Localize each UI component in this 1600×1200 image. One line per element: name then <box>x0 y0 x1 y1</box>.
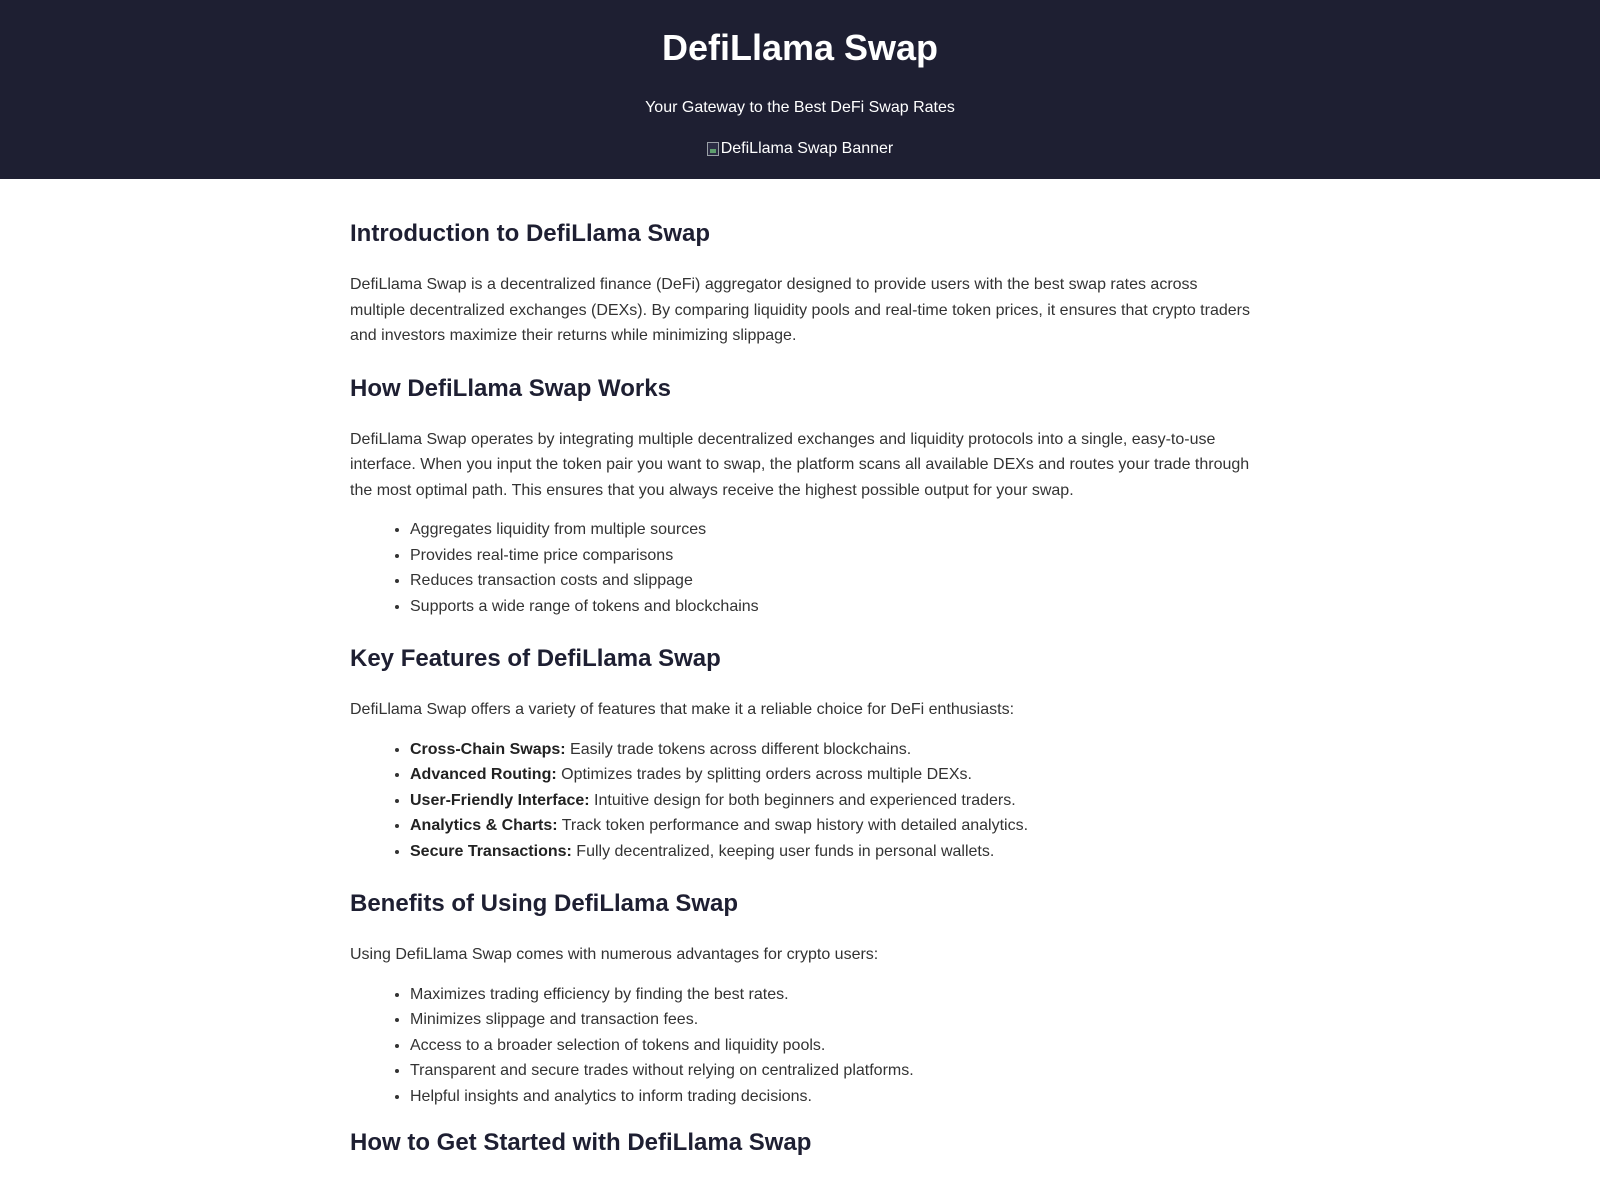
heading-how-it-works: How DefiLlama Swap Works <box>350 374 671 402</box>
feature-item <box>410 737 1250 763</box>
list-item: • Provides real-time price comparisons <box>410 543 1250 569</box>
list-item: • Aggregates liquidity from multiple sources <box>410 517 1250 543</box>
banner-image <box>707 139 894 159</box>
section-benefits <box>350 890 1250 1109</box>
list-item: • Access to a broader selection of tokens and liquidity pools. <box>410 1033 1250 1059</box>
feature-item <box>410 839 1250 865</box>
list-how-it-works <box>350 517 1250 619</box>
list-item: • Helpful insights and analytics to inform trading decisions. <box>410 1084 1250 1110</box>
heading-get-started: How to Get Started with DefiLlama Swap <box>350 1129 812 1156</box>
feature-name: Advanced Routing: <box>410 766 557 783</box>
list-item: • Transparent and secure trades without relying on centralized platforms. <box>410 1058 1250 1084</box>
site-tagline: Your Gateway to the Best DeFi Swap Rates <box>645 99 955 116</box>
feature-item <box>410 788 1250 814</box>
list-item: • Minimizes slippage and transaction fees. <box>410 1007 1250 1033</box>
section-key-features <box>350 645 1250 864</box>
feature-name: User-Friendly Interface: <box>410 791 590 809</box>
list-benefits <box>350 982 1250 1110</box>
feature-description: Optimizes trades by splitting orders across multiple DEXs. <box>556 766 972 783</box>
feature-name: Cross-Chain Swaps: <box>410 740 566 758</box>
paragraph-benefits: Using DefiLlama Swap comes with numerous advantages for crypto users: <box>350 946 879 963</box>
list-item: • Maximizes trading efficiency by finding the best rates. <box>410 982 1250 1008</box>
heading-introduction: Introduction to DefiLlama Swap <box>350 220 711 247</box>
feature-description: Easily trade tokens across different blockchains. <box>565 740 912 758</box>
site-header <box>0 0 1600 179</box>
section-introduction <box>350 220 1250 349</box>
paragraph-how-it-works: DefiLlama Swap operates by integrating multiple decentralized exchanges and liquidity protocols into a single, easy-to-use interface. When you input the token pair you want to swap, the platform scans all available DEXs and routes your trade through the most optimal path. This ensures that you always receive the highest possible output for your swap. <box>350 430 1250 499</box>
list-key-features <box>350 737 1250 865</box>
section-how-it-works <box>350 375 1250 620</box>
feature-item <box>410 762 1250 788</box>
banner-alt-text: DefiLlama Swap Banner <box>720 140 894 157</box>
list-item: • Supports a wide range of tokens and blockchains <box>410 594 1250 620</box>
article-content <box>350 179 1250 1157</box>
feature-description: Intuitive design for both beginners and experienced traders. <box>589 791 1016 809</box>
feature-description: Fully decentralized, keeping user funds in personal wallets. <box>571 842 995 860</box>
heading-benefits: Benefits of Using DefiLlama Swap <box>350 890 739 917</box>
feature-description: Track token performance and swap history with detailed analytics. <box>557 817 1029 834</box>
feature-name: Secure Transactions: <box>410 842 572 860</box>
paragraph-introduction: DefiLlama Swap is a decentralized finance (DeFi) aggregator designed to provide users with the best swap rates across multiple decentralized exchanges (DEXs). By comparing liquidity pools and real-time token prices, it ensures that crypto traders and investors maximize their returns while minimizing slippage. <box>350 276 1250 344</box>
feature-item <box>410 813 1250 839</box>
feature-name: Analytics & Charts: <box>410 817 558 834</box>
list-item: • Reduces transaction costs and slippage <box>410 568 1250 594</box>
broken-image-icon <box>707 142 719 156</box>
heading-key-features: Key Features of DefiLlama Swap <box>350 645 721 672</box>
section-get-started <box>350 1129 1250 1157</box>
site-title: DefiLlama Swap <box>661 27 939 68</box>
paragraph-key-features: DefiLlama Swap offers a variety of features that make it a reliable choice for DeFi enthusiasts: <box>350 701 1015 718</box>
